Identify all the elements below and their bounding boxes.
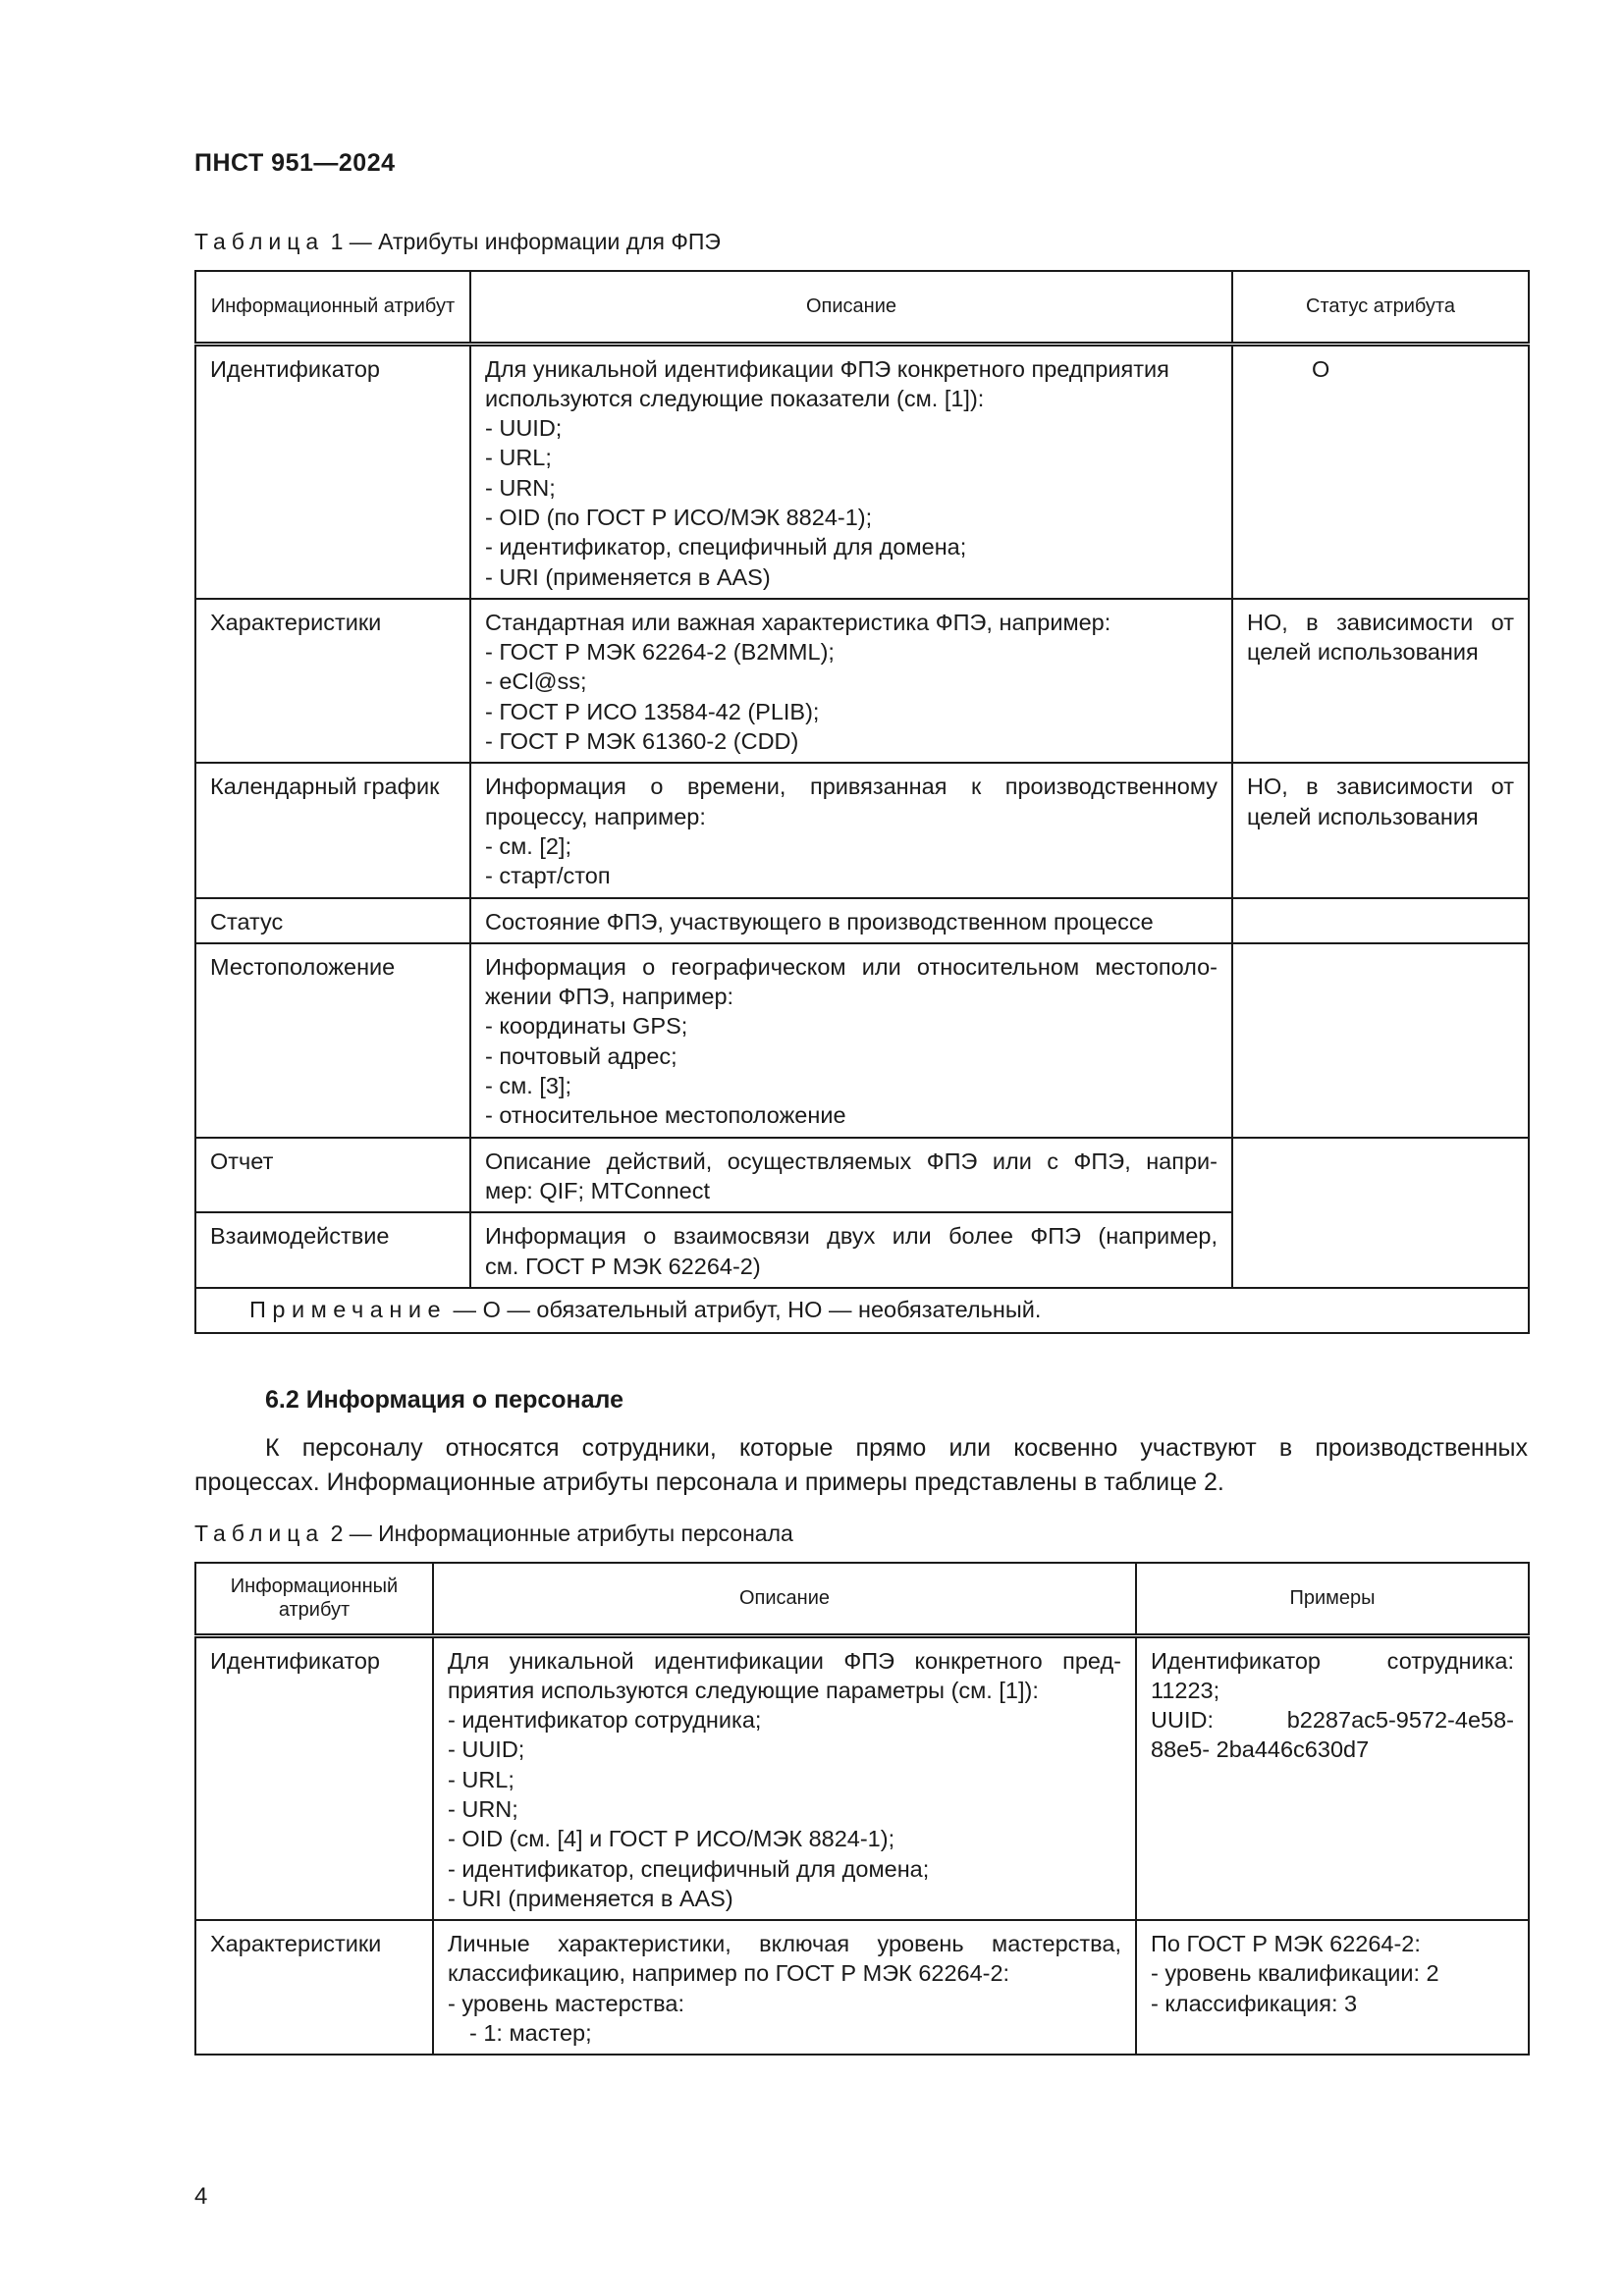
desc-line: - OID (см. [4] и ГОСТ Р ИСО/МЭК 8824-1); [448,1826,895,1852]
example-line: По ГОСТ Р МЭК 62264-2: [1151,1931,1421,1957]
status-cell [1232,1138,1529,1288]
table1-col-header: Описание [470,271,1232,344]
note-text: — О — обязательный атрибут, НО — необязательный. [447,1296,1042,1322]
table2 [194,1562,1530,2056]
section-title: 6.2 Информация о персонале [265,1386,623,1414]
document-header: ПНСТ 951—2024 [194,149,396,177]
table-row [195,1920,1529,2055]
attr-cell: Отчет [195,1138,470,1213]
desc-cell [470,1138,1232,1213]
table2-caption [194,1521,793,1547]
example-line: 88e5- 2ba446c630d7 [1151,1736,1370,1763]
desc-line: - уровень мастерства: [448,1990,684,2016]
desc-line: - координаты GPS; [485,1013,688,1040]
desc-line: - URL; [485,445,552,471]
desc-line: Состояние ФПЭ, участвующего в производственном процессе [485,908,1154,934]
attr-cell: Календарный график [195,763,470,897]
example-line: 11223; [1151,1677,1220,1703]
examples-cell [1136,1635,1529,1920]
desc-cell [470,898,1232,943]
desc-line: - ГОСТ Р МЭК 61360-2 (CDD) [485,728,799,755]
table1-col-header: Информационный атрибут [195,271,470,344]
table2-caption-text: 2 — Информационные атрибуты персонала [324,1521,793,1546]
desc-line: - почтовый адрес; [485,1042,677,1069]
table-row [195,599,1529,763]
table-row [195,1138,1529,1213]
table-row [195,344,1529,599]
desc-cell [470,599,1232,763]
table-row [195,943,1529,1138]
desc-cell [433,1635,1136,1920]
table-row [195,898,1529,943]
desc-line: - UUID; [485,415,563,442]
status-cell [1232,943,1529,1138]
desc-line: жении ФПЭ, например: [485,984,734,1010]
table2-col-header: Описание [433,1563,1136,1635]
table-row [195,1635,1529,1920]
desc-line: - см. [2]; [485,832,571,859]
table1-header-row [195,271,1529,344]
paragraph-line: К персоналу относятся сотрудники, которые прямо или косвенно участвуют в производственных [265,1434,1528,1462]
status-line: целей использования [1247,803,1479,829]
desc-line: классификацию, например по ГОСТ Р МЭК 62264-2: [448,1960,1010,1987]
status-cell [1232,763,1529,897]
desc-line: Информация о времени, привязанная к производственному [485,774,1218,800]
status-cell [1232,599,1529,763]
table2-header-row [195,1563,1529,1635]
desc-line: - идентификатор сотрудника; [448,1707,762,1734]
attr-cell: Местоположение [195,943,470,1138]
desc-line: Для уникальной идентификации ФПЭ конкретного предприятия [485,355,1169,382]
attr-cell: Взаимодействие [195,1212,470,1288]
example-line: UUID: b2287ac5-9572-4e58- [1151,1707,1514,1734]
desc-line: - URI (применяется в AAS) [485,563,771,590]
desc-line: Личные характеристики, включая уровень мастерства, [448,1931,1121,1957]
table1-col-header: Статус атрибута [1232,271,1529,344]
table-row [195,763,1529,897]
attr-cell: Идентификатор [195,1635,433,1920]
attr-cell: Статус [195,898,470,943]
desc-line: - URN; [485,474,556,501]
desc-line: приятия используются следующие параметры (см. [1]): [448,1677,1039,1703]
desc-cell [470,943,1232,1138]
desc-line: мер: QIF; MTConnect [485,1177,711,1203]
desc-cell [470,763,1232,897]
table1 [194,270,1530,1334]
desc-line: - OID (по ГОСТ Р ИСО/МЭК 8824-1); [485,504,873,530]
desc-line: процессу, например: [485,803,706,829]
desc-line: - относительное местоположение [485,1102,846,1129]
table2-col-header: Информационный атрибут [195,1563,433,1635]
note-prefix: Примечание [249,1296,448,1322]
table1-caption-text: 1 — Атрибуты информации для ФПЭ [324,229,721,254]
examples-cell [1136,1920,1529,2055]
table2-col-header: Примеры [1136,1563,1529,1635]
table2-caption-prefix: Таблица [194,1521,325,1546]
desc-cell [433,1920,1136,2055]
desc-line: - URI (применяется в AAS) [448,1885,733,1911]
status-cell: О [1232,344,1529,599]
desc-cell [470,1212,1232,1288]
table1-note-row [195,1288,1529,1333]
desc-line: - eCl@ss; [485,668,587,695]
desc-cell [470,344,1232,599]
page-number: 4 [194,2183,208,2210]
example-line: Идентификатор сотрудника: [1151,1647,1514,1674]
desc-line: Описание действий, осуществляемых ФПЭ или с ФПЭ, напри- [485,1148,1218,1174]
desc-line: используются следующие показатели (см. [1]): [485,385,985,411]
desc-line: - UUID; [448,1736,525,1763]
table1-caption-prefix: Таблица [194,229,325,254]
desc-line: см. ГОСТ Р МЭК 62264-2) [485,1253,761,1279]
table-note [195,1288,1529,1333]
desc-line: - 1: мастер; [469,2020,592,2047]
desc-line: - идентификатор, специфичный для домена; [485,534,967,561]
desc-line: - идентификатор, специфичный для домена; [448,1855,930,1882]
example-line: - классификация: 3 [1151,1990,1358,2016]
desc-line: - URN; [448,1795,518,1822]
desc-line: Информация о взаимосвязи двух или более ФПЭ (например, [485,1223,1218,1250]
status-line: НО, в зависимости от [1247,774,1514,800]
attr-cell: Характеристики [195,599,470,763]
example-line: - уровень квалификации: 2 [1151,1960,1439,1987]
paragraph-line: процессах. Информационные атрибуты персонала и примеры представлены в таблице 2. [194,1468,1224,1496]
desc-line: Стандартная или важная характеристика ФПЭ, например: [485,609,1111,635]
status-line: целей использования [1247,639,1479,666]
table1-caption [194,229,721,255]
desc-line: - старт/стоп [485,863,611,889]
desc-line: Для уникальной идентификации ФПЭ конкретного пред- [448,1647,1121,1674]
status-line: НО, в зависимости от [1247,609,1514,635]
desc-line: - см. [3]; [485,1073,571,1099]
status-cell [1232,898,1529,943]
attr-cell: Идентификатор [195,344,470,599]
attr-cell: Характеристики [195,1920,433,2055]
desc-line: - ГОСТ Р МЭК 62264-2 (B2MML); [485,639,835,666]
desc-line: - ГОСТ Р ИСО 13584-42 (PLIB); [485,698,820,724]
desc-line: Информация о географическом или относительном местополо- [485,953,1218,980]
desc-line: - URL; [448,1766,514,1792]
section-paragraph [194,1431,1528,1500]
